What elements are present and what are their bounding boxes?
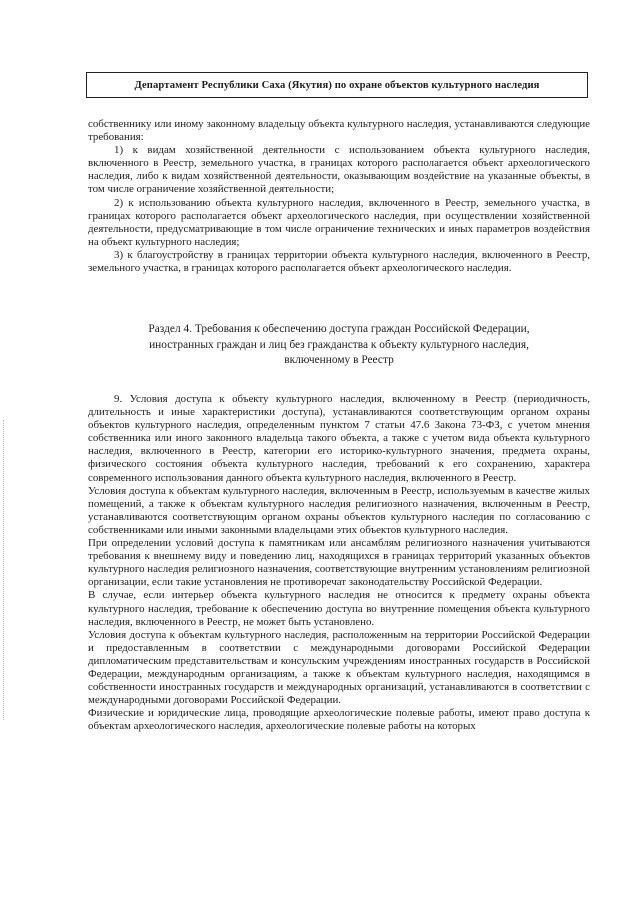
requirement-item-3: 3) к благоустройству в границах территории объекта культурного наследия, включенного в Реестр, земельного участка, в границах которого располагается объект археологического наследия. xyxy=(88,248,590,275)
section-4-body xyxy=(88,393,590,733)
department-title: Департамент Республики Саха (Якутия) по охране объектов культурного наследия xyxy=(134,79,540,91)
requirements-intro: собственнику или иному законному владельцу объекта культурного наследия, устанавливаются следующие требования: xyxy=(88,118,590,144)
section-4-paragraph-9: 9. Условия доступа к объекту культурного наследия, включенному в Реестр (периодичность, длительность и иные характеристики доступа), устанавливаются соответствующим органом охраны объектов культурного наследия, определенным пунктом 7 статьи 47.6 Закона 73-ФЗ, с учетом мнения собственника или иного законного владельца такого объекта, а также с учетом вида объекта культурного наследия, включенного в Реестр, категории его историко-культурного значения, предмета охраны, физического состояния объекта культурного наследия, требований к его сохранению, характера современного использования данного объекта культурного наследия, включенного в Реестр. xyxy=(88,393,590,484)
section-4-title-line-3: включенному в Реестр xyxy=(284,354,394,366)
section-4-title-line-2: иностранных граждан и лиц без гражданства к объекту культурного наследия, xyxy=(149,338,529,351)
section-4-title-line-1: Раздел 4. Требования к обеспечению доступа граждан Российской Федерации, xyxy=(148,323,530,335)
section-4-paragraph-interior: В случае, если интерьер объекта культурного наследия не относится к предмету охраны объекта культурного наследия, требование к обеспечению доступа во внутренние помещения объекта культурного наследия, включенного в Реестр, не может быть установлено. xyxy=(88,589,590,628)
section-4-paragraph-religious: При определении условий доступа к памятникам или ансамблям религиозного назначения учитываются требования к внешнему виду и поведению лиц, находящихся в границах территорий указанных объектов культурного наследия религиозного назначения, соответствующие внутренним установлениям религиозной организации, если такие установления не противоречат законодательству Российской Федерации. xyxy=(88,537,590,589)
section-4-heading xyxy=(88,322,590,369)
section-4-paragraph-diplomatic: Условия доступа к объектам культурного наследия, расположенным на территории Российской Федерации и предоставленным в соответствии с международными договорами Российской Федерации дипломатическим представительствам и консульским учреждениям иностранных государств в Российской Федерации, международным организациям, а также к объектам культурного наследия, находящимся в собственности иностранных государств и международных организаций, устанавливаются в соответствии с международными договорами Российской Федерации. xyxy=(88,628,590,707)
department-header xyxy=(86,72,588,98)
section-4-paragraph-residential: Условия доступа к объектам культурного наследия, включенным в Реестр, используемым в качестве жилых помещений, а также к объектам культурного наследия религиозного назначения, включенным в Реестр, устанавливаются соответствующим органом охраны объектов культурного наследия по согласованию с собственниками или иными законными владельцами этих объектов культурного наследия. xyxy=(88,484,590,536)
requirement-item-1: 1) к видам хозяйственной деятельности с использованием объекта культурного наследия, включенного в Реестр, земельного участка, в границах которого располагается объект археологического наследия, либо к видам хозяйственной деятельности, оказывающим воздействие на указанные объекты, в том числе ограничение хозяйственной деятельности; xyxy=(88,144,590,196)
requirement-item-2: 2) к использованию объекта культурного наследия, включенного в Реестр, земельного участка, в границах которого располагается объект археологического наследия, при осуществлении хозяйственной деятельности, предусматривающие в том числе ограничение технических и иных параметров воздействия на объект культурного наследия; xyxy=(88,196,590,248)
section-4-paragraph-archaeology: Физические и юридические лица, проводящие археологические полевые работы, имеют право доступа к объектам археологического наследия, археологические полевые работы на которых xyxy=(88,707,590,733)
scan-edge-mark xyxy=(3,420,5,720)
requirements-block xyxy=(88,118,590,275)
